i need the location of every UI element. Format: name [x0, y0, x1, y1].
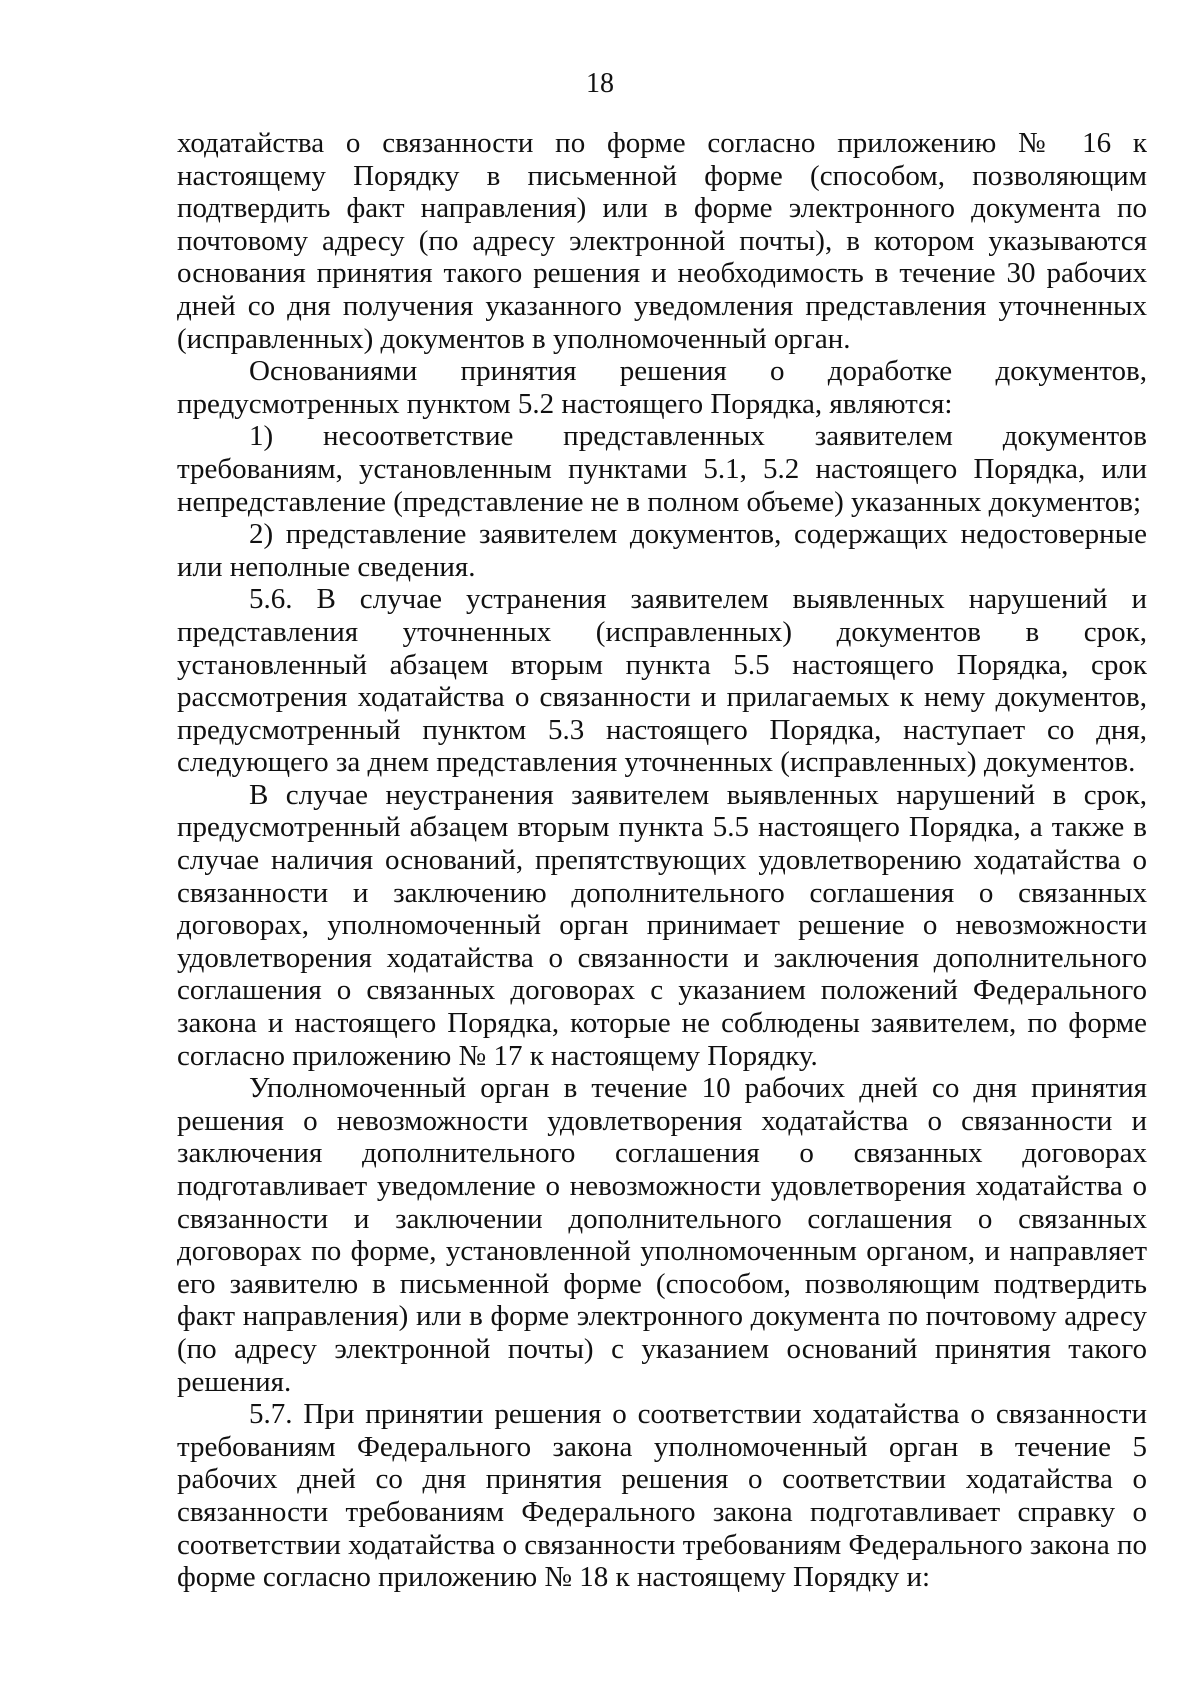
paragraph-5-6: 5.6. В случае устранения заявителем выявленных нарушений и представления уточненных (исправленных) документов в срок, установленный абзацем вторым пункта 5.5 настоящего Порядка, срок рассмотрения ходатайства о связанности и прилагаемых к нему документов, предусмотренный пунктом 5.3 настоящего Порядка, наступает со дня, следующего за днем представления уточненных (исправленных) документов. [177, 583, 1147, 779]
paragraph-notification: Уполномоченный орган в течение 10 рабочих дней со дня принятия решения о невозможности удовлетворения ходатайства о связанности и заключения дополнительного соглашения о связанных договорах подготавливает уведомление о невозможности удовлетворения ходатайства о связанности и заключении дополнительного соглашения о связанных договорах по форме, установленной уполномоченным органом, и направляет его заявителю в письменной форме (способом, позволяющим подтвердить факт направления) или в форме электронного документа по почтовому адресу (по адресу электронной почты) с указанием оснований принятия такого решения. [177, 1072, 1147, 1398]
paragraph-ground-2: 2) представление заявителем документов, содержащих недостоверные или неполные сведения. [177, 518, 1147, 583]
paragraph-non-remediation: В случае неустранения заявителем выявленных нарушений в срок, предусмотренный абзацем вторым пункта 5.5 настоящего Порядка, а также в случае наличия оснований, препятствующих удовлетворению ходатайства о связанности и заключению дополнительного соглашения о связанных договорах, уполномоченный орган принимает решение о невозможности удовлетворения ходатайства о связанности и заключения дополнительного соглашения о связанных договорах с указанием положений Федерального закона и настоящего Порядка, которые не соблюдены заявителем, по форме согласно приложению № 17 к настоящему Порядку. [177, 778, 1147, 1072]
paragraph-ground-1: 1) несоответствие представленных заявителем документов требованиям, установленным пунктами 5.1, 5.2 настоящего Порядка, или непредставление (представление не в полном объеме) указанных документов; [177, 420, 1147, 518]
page-number: 18 [586, 68, 614, 99]
paragraph-continuation: ходатайства о связанности по форме согласно приложению № 16 к настоящему Порядку в письменной форме (способом, позволяющим подтвердить факт направления) или в форме электронного документа по почтовому адресу (по адресу электронной почты), в котором указываются основания принятия такого решения и необходимость в течение 30 рабочих дней со дня получения указанного уведомления представления уточненных (исправленных) документов в уполномоченный орган. [177, 127, 1147, 355]
document-body [177, 127, 1147, 1594]
paragraph-grounds-intro: Основаниями принятия решения о доработке документов, предусмотренных пунктом 5.2 настоящего Порядка, являются: [177, 355, 1147, 420]
paragraph-5-7: 5.7. При принятии решения о соответствии ходатайства о связанности требованиям Федерального закона уполномоченный орган в течение 5 рабочих дней со дня принятия решения о соответствии ходатайства о связанности требованиям Федерального закона подготавливает справку о соответствии ходатайства о связанности требованиям Федерального закона по форме согласно приложению № 18 к настоящему Порядку и: [177, 1398, 1147, 1594]
